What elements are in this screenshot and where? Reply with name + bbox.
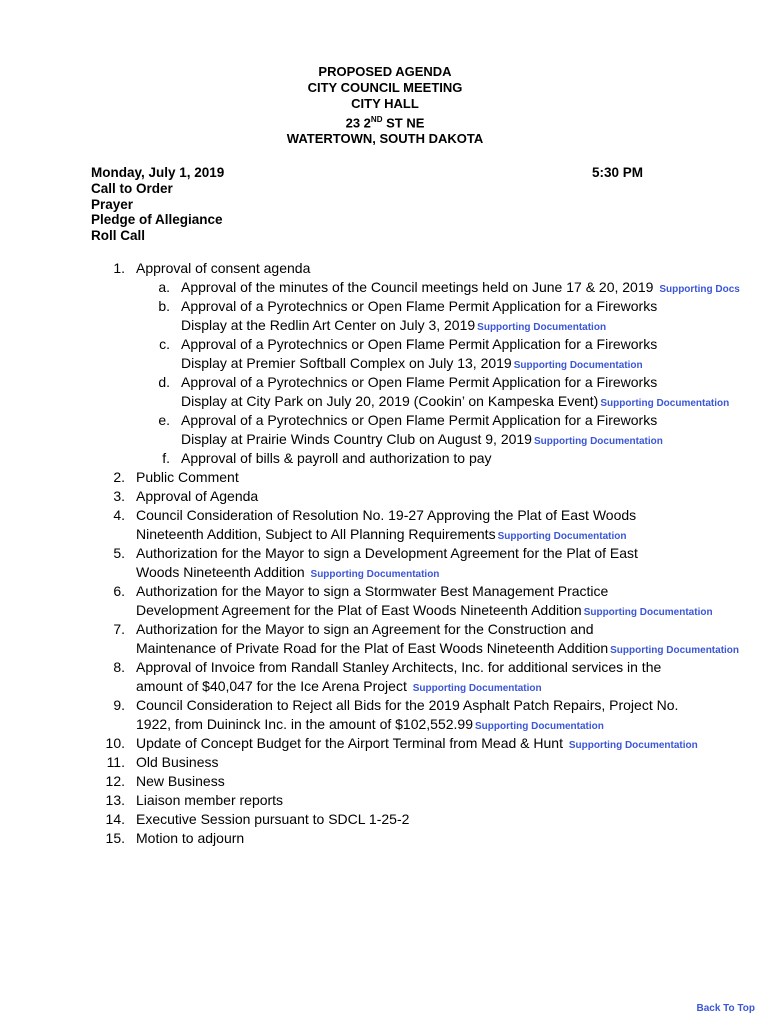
item-text: Authorization for the Mayor to sign an Agreement for the Construction and: [136, 621, 594, 637]
supporting-documentation-link[interactable]: Supporting Documentation: [533, 436, 663, 447]
opening-roll-call: Roll Call: [91, 228, 146, 243]
item-number: 15.: [105, 830, 125, 846]
subitem-text: Approval of bills & payroll and authorization to pay: [181, 450, 492, 466]
item-line: [136, 734, 698, 755]
subitem-line: [181, 392, 729, 413]
item-line: [136, 601, 713, 622]
subitem-letter: c.: [159, 336, 170, 352]
supporting-documentation-link[interactable]: Supporting Documentation: [568, 740, 698, 751]
item-number: 13.: [105, 792, 125, 808]
item-text: Public Comment: [136, 469, 239, 485]
header-address: [0, 112, 770, 131]
subitem-text: Approval of a Pyrotechnics or Open Flame Permit Application for a Fireworks: [181, 336, 658, 352]
item-number: 5.: [113, 545, 125, 561]
subitem-line: [181, 278, 740, 299]
item-line: [136, 677, 542, 698]
subitem-line: [181, 354, 643, 375]
subitem-text: Display at Premier Softball Complex on July 13, 2019: [181, 355, 512, 371]
subitem-text: Approval of a Pyrotechnics or Open Flame Permit Application for a Fireworks: [181, 412, 658, 428]
item-number: 7.: [113, 621, 125, 637]
item-number: 1.: [113, 260, 125, 276]
supporting-documentation-link[interactable]: Supporting Documentation: [310, 569, 440, 580]
item-line: [136, 639, 739, 660]
item-text: Approval of consent agenda: [136, 260, 311, 276]
subitem-letter: d.: [158, 374, 170, 390]
address-number: 23 2: [345, 115, 371, 131]
subitem-letter: e.: [158, 412, 170, 428]
agenda-header: [0, 64, 770, 147]
item-number: 2.: [113, 469, 125, 485]
item-text: New Business: [136, 773, 225, 789]
supporting-documentation-link[interactable]: Supporting Documentation: [513, 360, 643, 371]
item-text: Authorization for the Mayor to sign a Stormwater Best Management Practice: [136, 583, 609, 599]
item-text: Nineteenth Addition, Subject to All Planning Requirements: [136, 526, 496, 542]
address-street: ST NE: [382, 115, 425, 131]
item-number: 4.: [113, 507, 125, 523]
item-number: 8.: [113, 659, 125, 675]
item-text: Motion to adjourn: [136, 830, 245, 846]
supporting-documentation-link[interactable]: Supporting Documentation: [497, 531, 627, 542]
subitem-letter: f.: [162, 450, 170, 466]
subitem-text: Approval of the minutes of the Council meetings held on June 17 & 20, 2019: [181, 279, 654, 295]
back-to-top-link[interactable]: Back To Top: [696, 1003, 755, 1014]
supporting-documentation-link[interactable]: Supporting Documentation: [412, 683, 542, 694]
item-text: Council Consideration to Reject all Bids for the 2019 Asphalt Patch Repairs, Project No.: [136, 697, 679, 713]
item-text: Executive Session pursuant to SDCL 1-25-2: [136, 811, 410, 827]
item-text: Woods Nineteenth Addition: [136, 564, 305, 580]
header-subtitle: CITY COUNCIL MEETING: [307, 80, 463, 95]
item-number: 14.: [105, 811, 125, 827]
supporting-documentation-link[interactable]: Supporting Documentation: [600, 398, 730, 409]
subitem-line: [181, 430, 663, 451]
opening-pledge: Pledge of Allegiance: [91, 212, 223, 227]
item-text: Approval of Agenda: [136, 488, 259, 504]
subitem-line: [181, 316, 606, 337]
subitem-letter: b.: [158, 298, 170, 314]
item-number: 10.: [105, 735, 125, 751]
item-line: [136, 715, 604, 736]
address-ordinal: ND: [370, 115, 383, 124]
opening-call-to-order: Call to Order: [91, 181, 173, 196]
item-text: Development Agreement for the Plat of East Woods Nineteenth Addition: [136, 602, 582, 618]
item-text: 1922, from Duininck Inc. in the amount of $102,552.99: [136, 716, 473, 732]
subitem-text: Approval of a Pyrotechnics or Open Flame Permit Application for a Fireworks: [181, 298, 658, 314]
item-number: 9.: [113, 697, 125, 713]
item-text: Council Consideration of Resolution No. 19-27 Approving the Plat of East Woods: [136, 507, 637, 523]
item-text: Liaison member reports: [136, 792, 284, 808]
item-text: amount of $40,047 for the Ice Arena Project: [136, 678, 407, 694]
supporting-documentation-link[interactable]: Supporting Documentation: [477, 322, 607, 333]
item-number: 3.: [113, 488, 125, 504]
header-title: PROPOSED AGENDA: [318, 64, 452, 79]
item-text: Approval of Invoice from Randall Stanley Architects, Inc. for additional services in the: [136, 659, 662, 675]
item-line: [136, 525, 626, 546]
supporting-docs-link[interactable]: Supporting Docs: [659, 284, 740, 295]
item-line: [136, 563, 439, 584]
opening-prayer: Prayer: [91, 197, 134, 212]
header-city: WATERTOWN, SOUTH DAKOTA: [286, 131, 484, 147]
meeting-date: Monday, July 1, 2019: [91, 165, 225, 180]
supporting-documentation-link[interactable]: Supporting Documentation: [583, 607, 713, 618]
subitem-text: Display at City Park on July 20, 2019 (Cookin’ on Kampeska Event): [181, 393, 599, 409]
item-number: 11.: [106, 754, 125, 770]
item-text: Maintenance of Private Road for the Plat of East Woods Nineteenth Addition: [136, 640, 609, 656]
subitem-text: Approval of a Pyrotechnics or Open Flame Permit Application for a Fireworks: [181, 374, 658, 390]
supporting-documentation-link[interactable]: Supporting Documentation: [610, 645, 740, 656]
header-venue: CITY HALL: [351, 96, 419, 111]
subitem-text: Display at Prairie Winds Country Club on August 9, 2019: [181, 431, 532, 447]
item-number: 12.: [105, 773, 125, 789]
item-text: Old Business: [136, 754, 219, 770]
supporting-documentation-link[interactable]: Supporting Documentation: [475, 721, 604, 732]
item-text: Update of Concept Budget for the Airport Terminal from Mead & Hunt: [136, 735, 563, 751]
subitem-text: Display at the Redlin Art Center on July 3, 2019: [181, 317, 476, 333]
subitem-letter: a.: [158, 279, 170, 295]
item-text: Authorization for the Mayor to sign a Development Agreement for the Plat of East: [136, 545, 638, 561]
meeting-time: 5:30 PM: [592, 165, 644, 180]
item-number: 6.: [113, 583, 125, 599]
